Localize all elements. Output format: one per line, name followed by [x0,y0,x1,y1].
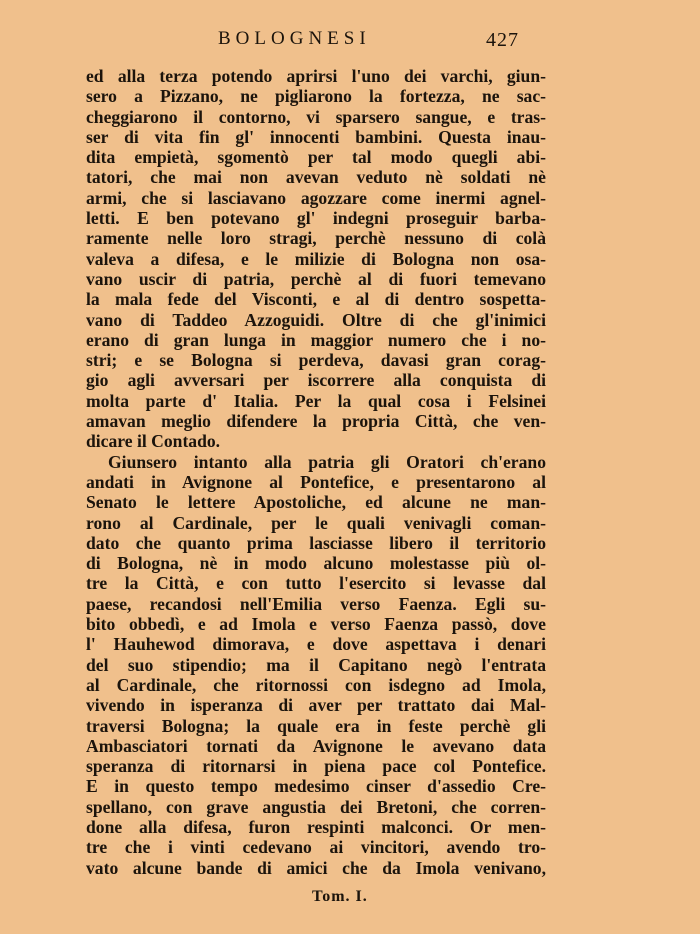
text-line: speranza di ritornarsi in piena pace col Pontefice. [86,756,546,777]
text-line: tre la Città, e con tutto l'esercito si levasse dal [86,573,546,594]
text-line: vano uscir di patria, perchè al di fuori temevano [86,268,546,289]
text-line: letti. E ben potevano gl' indegni proseguir barba- [86,208,546,229]
text-line: stri; e se Bologna si perdeva, davasi gran corag- [86,350,546,371]
text-line: sero a Pizzano, ne pigliarono la fortezza, ne sac- [86,86,546,107]
page-number: 427 [486,29,519,51]
text-line: vano di Taddeo Azzoguidi. Oltre di che gl'inimici [86,309,546,330]
text-line: amavan meglio difendere la propria Città, che ven- [86,411,546,432]
text-line: cheggiarono il contorno, vi sparsero sangue, e tras- [86,106,546,127]
text-line: dato che quanto prima lasciasse libero il territorio [86,532,546,553]
text-line: al Cardinale, che ritornossi con isdegno ad Imola, [86,674,546,695]
text-line: bito obbedì, e ad Imola e verso Faenza passò, dove [86,614,546,635]
text-line: vato alcune bande di amici che da Imola venivano, [86,857,546,878]
body-text [86,66,546,878]
text-line: l' Hauhewod dimorava, e dove aspettava i denari [86,634,546,655]
text-line: ser di vita fin gl' innocenti bambini. Questa inau- [86,126,546,147]
text-line: Ambasciatori tornati da Avignone le avevano data [86,735,546,756]
text-line: di Bologna, nè in modo alcuno molestasse più ol- [86,553,546,574]
text-line: vivendo in isperanza di aver per trattato dai Mal- [86,695,546,716]
text-line: E in questo tempo medesimo cinser d'assedio Cre- [86,776,546,797]
text-line: spellano, con grave angustia dei Bretoni, che corren- [86,796,546,817]
signature-mark: Tom. I. [312,888,368,905]
text-line: traversi Bologna; la quale era in feste perchè gli [86,715,546,736]
text-line: done alla difesa, furon respinti malconci. Or men- [86,816,546,837]
paragraph [86,66,546,452]
text-line: dicare il Contado. [86,431,221,452]
running-head: BOLOGNESI [218,28,371,49]
text-line: gio agli avversari per iscorrere alla conquista di [86,370,546,391]
page-header [0,28,700,58]
text-line: valeva a difesa, e le milizie di Bologna non osa- [86,248,546,269]
text-line: rono al Cardinale, per le quali venivagli coman- [86,512,546,533]
text-line: Senato le lettere Apostoliche, ed alcune ne man- [86,492,546,513]
text-line: la mala fede del Visconti, e al di dentro sospetta- [86,289,546,310]
text-line: andati in Avignone al Pontefice, e presentarono al [86,471,546,492]
text-line: del suo stipendio; ma il Capitano negò l'entrata [86,654,546,675]
text-line: dita empietà, sgomentò per tal modo quegli abi- [86,147,546,168]
text-line: erano di gran lunga in maggior numero che i no- [86,329,546,350]
text-line: paese, recandosi nell'Emilia verso Faenza. Egli su- [86,593,546,614]
text-line: tre che i vinti cedevano ai vincitori, avendo tro- [86,837,546,858]
text-line: armi, che si lasciavano agozzare come inermi agnel- [86,187,546,208]
text-line: tatori, che mai non avevan veduto nè soldati nè [86,167,546,188]
paragraph [86,452,546,878]
text-line: molta parte d' Italia. Per la qual cosa i Felsinei [86,390,546,411]
text-line: ed alla terza potendo aprirsi l'uno dei varchi, giun- [86,66,546,86]
text-line: Giunsero intanto alla patria gli Oratori ch'erano [108,451,546,472]
text-line: ramente nelle loro stragi, perchè nessuno di colà [86,228,546,249]
